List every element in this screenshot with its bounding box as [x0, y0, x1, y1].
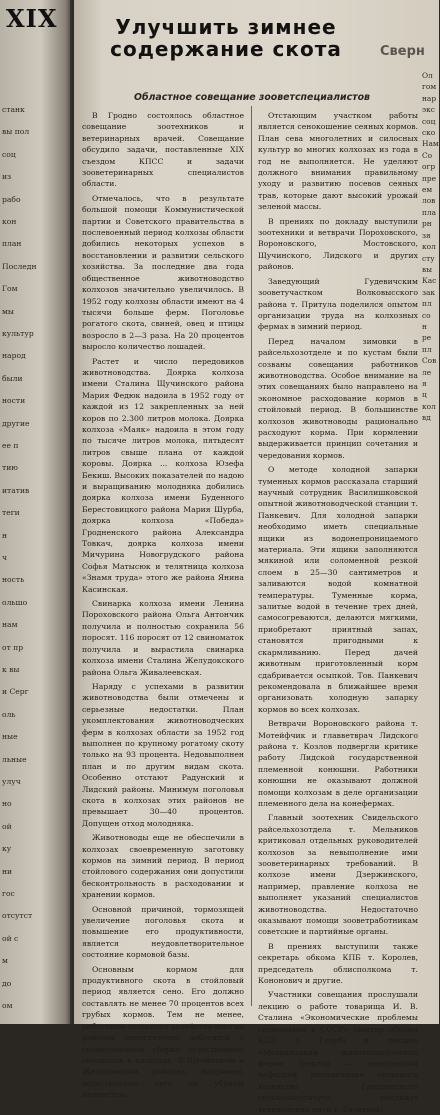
next-article-fragment: зак [422, 287, 436, 297]
adjacent-page-fragment: итатив [2, 485, 30, 495]
next-article-fragment: пл [422, 344, 432, 354]
adjacent-page-fragment: ой [2, 821, 12, 831]
adjacent-page-heading: XIX [6, 4, 58, 33]
article-paragraph: Главный зоотехник Свидельского райсельхозотдела т. Мельников критиковал отдельных руководителей колхозов за невыполнение ими зооветеринарных требований. В колхозе имени Дзержинского, например, правление колхоза не выполняет указаний специалистов животноводства. Недостаточно оказывают помощи зооветработникам советские и партийные органы. [258, 813, 418, 937]
adjacent-page-fragment: ее п [2, 441, 19, 450]
next-article-fragment: кол [422, 401, 436, 411]
next-article-fragment: ско [422, 128, 436, 138]
next-article-fragment: соц [422, 116, 436, 126]
article-paragraph: Основным кормом для продуктивного скота в стойловый период является сено. Его должно составлять не менее 70 процентов всех грубых кормов. Тем не менее, работники сельского хозяйства многих районов недостаточно заботятся о своевременной уборке естественных сенокосов в колхозах. В Щучинском и Желудокском районах, например, естественные луга не убраны полностью. [82, 964, 244, 1100]
next-article-heading: Сверн [380, 44, 425, 59]
adjacent-page-fragment: соц [2, 149, 16, 159]
adjacent-page-fragment: ку [2, 844, 12, 854]
next-article-fragment: рн [422, 219, 432, 229]
article-paragraph: Основной причиной, тормозящей увеличение поголовья скота и повышение его продуктивности, является неудовлетворительное состояние кормовой базы. [82, 904, 244, 960]
next-article-fragment: ц [422, 390, 427, 400]
adjacent-page-fragment: улуч [2, 777, 21, 786]
next-article-fragment: кол [422, 242, 436, 252]
adjacent-page-fragment: льные [2, 754, 27, 764]
next-article-fragment: зя [422, 230, 431, 240]
adjacent-page-fragment: Гом [2, 284, 18, 294]
adjacent-page-fragment: гу [2, 1023, 11, 1033]
adjacent-page-fragment: до [2, 978, 12, 988]
next-article-fragment: ем [422, 185, 433, 195]
article-paragraph: Участники совещания прослушали лекцию о работе товарища И. В. Сталина «Экономические проблемы социализма в СССР» (лектор обкома КПБ т. Голуб) и лекцию «Механизация животноводческих ферм» (лектор — заведующий кафедрой механизации сельского хозяйства Гродненского сельхозинститута, кандидат технических наук т. Евтихиев). [258, 990, 418, 1114]
adjacent-page-fragment: кон [2, 217, 17, 226]
next-article-fragment: вд [422, 413, 431, 423]
article-paragraph: Ветврачи Вороновского района т. Мотейфчик и главветврач Лидского района т. Козлов подвергли критике работу Лидской государственной племенной конюшни. Работники конюшни не оказывают должной помощи колхозам в деле организации племенного дела на конефермах. [258, 719, 418, 808]
adjacent-page-fragment: народ [2, 351, 26, 361]
adjacent-page-fragment: были [2, 373, 23, 383]
next-article-fragment: я [422, 378, 427, 388]
next-article-fragment: пре [422, 173, 437, 183]
adjacent-page-fragment: н [2, 530, 8, 540]
adjacent-page-fragment: культур [2, 329, 34, 338]
article-subtitle: Областное совещание зооветспециалистов [134, 92, 370, 103]
article-paragraph: В прениях по докладу выступили зоотехники и ветврачи Пороховского, Вороновского, Мостовского, Щучинского, Лидского и других районов. [258, 216, 418, 272]
adjacent-page-fragment: ольшо [2, 597, 28, 607]
article-paragraph: Отмечалось, что в результате большой помощи Коммунистической партии и Советского правительства в послевоенный период колхозы области добились некоторых успехов в восстановлении и развитии сельского хозяйства. За последние два года общественное животноводство колхозов значительно увеличилось. В 1952 году колхозы области имеют на 4 тысячи больше ферм. Поголовье рогатого скота, свиней, овец и птицы возросло в 2—3 раза. На 20 процентов выросло количество лошадей. [82, 193, 244, 352]
next-article-fragment: вы [422, 264, 433, 274]
column-divider [251, 106, 252, 1006]
next-article-fragment: гом [422, 82, 437, 92]
adjacent-page-fragment: отсутст [2, 911, 33, 921]
article-paragraph: Заведующий Гудевичским зооветучастком Волковысского района т. Притула поделился опытом организации труда на колхозных фермах в зимний период. [258, 276, 418, 332]
adjacent-page-fragment: ой с [2, 933, 19, 943]
article-paragraph: В прениях выступили также секретарь обкома КПБ т. Королев, председатель облисполкома т. Кононович и другие. [258, 941, 418, 986]
next-article-fragment: Сов [422, 356, 437, 366]
article-paragraph: Отстающим участком работы является сенокошение сеяных кормов. План сева многолетних и силосных культур во многих колхозах из года в год не выполняется. Не уделяют должного внимания правильному уходу и развитию посевов сеяных трав, которые дают высокий урожай зеленой массы. [258, 111, 418, 212]
adjacent-page-fragment: Последн [2, 261, 37, 271]
next-article-fragment: экс [422, 105, 435, 115]
article-paragraph: В Гродно состоялось областное совещание зоотехников и ветеринарных врачей. Совещание обсудило задачи, поставленные XIX съездом КПСС и задачи зооветеринарных специалистов области. [82, 111, 244, 189]
next-article-fragment: ле [422, 367, 432, 377]
next-article-fragment: пл [422, 299, 432, 309]
next-article-fragment: лов [422, 196, 436, 206]
article-column-right [258, 110, 418, 1114]
adjacent-page-fragment: и Серг [2, 687, 29, 697]
adjacent-page-fragment: тию [2, 463, 18, 473]
adjacent-page-fragment: нам [2, 620, 18, 630]
next-article-fragment: огр [422, 162, 436, 172]
adjacent-page-fragment: ч [2, 553, 8, 562]
next-article-fragment: со [422, 310, 431, 320]
article-paragraph: Перед началом зимовки в райсельхозотделе и по кустам были созваны совещания работников животноводства. Особое внимание на этих совещаниях было направлено на экономное расходование кормов в стойловый период. В большинстве колхозов животноводы рационально расходуют корма. При кормлении выдерживается принцип сочетания и чередования кормов. [258, 336, 418, 460]
adjacent-page-fragment: станк [2, 105, 25, 114]
adjacent-page-fragment: мы [2, 306, 14, 316]
adjacent-page-fragment: гос [2, 889, 15, 898]
next-article-fragment: Нам [422, 139, 439, 149]
adjacent-page-fragment: к вы [2, 665, 20, 674]
article-paragraph: О методе холодной запарки туменных кормов рассказала старший научный сотрудник Василишковской опытной животноводческой станции т. Панкевич. Для холодной запарки необходимо иметь специальные ящики из водонепроницаемого материала. Эти ящики заполняются мякиной или соломенной резкой слоем в 25—30 сантиметров и заливаются водой комнатной температуры. Туменные корма, залитые водой в течение трех дней, самосогреваются, делаются мягкими, приобретают приятный запах, становятся пригодными к скармливанию. Перед дачей животным приготовленный корм сдабривается осыпкой. Тов. Панкевич рекомендовала в ближайшее время организовать холодную запарку кормов во всех колхозах. [258, 465, 418, 714]
next-article-fragment: Кас [422, 276, 437, 286]
next-article-fragment: пла [422, 207, 437, 217]
adjacent-page-fragment: рабо [2, 194, 21, 204]
next-article-column [422, 70, 439, 1020]
adjacent-page-fragment: вы пол [2, 127, 30, 137]
adjacent-page-fragment: ом [2, 1001, 13, 1010]
article-paragraph: Наряду с успехами в развитии животноводства были отмечены и серьезные недостатки. План укомплектования животноводческих ферм в колхозах области за 1952 год выполнен по крупному рогатому скоту только на 93 процента. Недовыполнен план и по другим видам скота. Особенно отстают Радунский и Лидский районы. Минимум поголовья скота в колхозах этих районов не превышает 30—40 процентов. Допущен отход молодняка. [82, 681, 244, 828]
adjacent-page-fragment: ность [2, 575, 25, 585]
adjacent-page-fragment: оль [2, 709, 16, 719]
adjacent-page-fragment: ни [2, 866, 13, 876]
adjacent-page-fragment: план [2, 239, 22, 249]
article-title: Улучшить зимнее содержание скота [110, 15, 342, 61]
next-article-fragment: н [422, 321, 427, 331]
newspaper-page [74, 0, 439, 1114]
next-article-fragment: Со [422, 150, 433, 160]
adjacent-page-fragment: ные [2, 732, 18, 742]
adjacent-page-fragment: из [2, 172, 12, 182]
adjacent-page-fragment: м [2, 956, 8, 966]
adjacent-page [0, 0, 74, 1033]
next-article-fragment: Ол [422, 71, 433, 80]
adjacent-page-fragment: но [2, 799, 12, 809]
next-article-fragment: сту [422, 253, 435, 263]
article-paragraph: Животноводы еще не обеспечили в колхозах своевременную заготовку кормов на зимний период. В период стойлового содержания они допустили бесконтрольность в расходовании и хранении кормов. [82, 833, 244, 900]
article-paragraph: Растет и число передовиков животноводства. Доярка колхоза имени Сталина Щучинского района Мария Федюк надоила в 1952 году от каждой из 12 закрепленных за ней коров по 2.300 литров молока. Доярка колхоза «Маяк» надоила в этом году по тысяче литров молока, пятьдесят литров свыше плана от каждой коровы. Доярка ... колхоза Юзефа Бекиш. Высоких показателей по надою и выращиванию молодняка добились доярка колхоза имени Буденного Берестовицкого района Мария Шурба, доярка колхоза «Победа» Гродненского района Александра Товкач, доярка колхоза имени Мичурина Новогрудского района Софья Матысюк и телятница колхоза «Знамя труда» этого же района Янина Касинская. [82, 356, 244, 594]
adjacent-page-fragment: ности [2, 396, 26, 406]
adjacent-page-fragment: от пр [2, 642, 24, 652]
next-article-fragment: ре [422, 333, 432, 343]
adjacent-page-fragment: теги [2, 508, 20, 518]
article-column-left [82, 110, 244, 1100]
adjacent-page-fragment: другие [2, 418, 30, 428]
article-paragraph: Свинарка колхоза имени Ленина Пороховского района Ольга Антончик получила и полностью сохранила 56 поросят. 116 поросят от 12 свиноматок получила и вырастила свинарка колхоза имени Сталина Желудокского района Ольга Живалеевская. [82, 599, 244, 677]
next-article-fragment: нар [422, 93, 437, 103]
